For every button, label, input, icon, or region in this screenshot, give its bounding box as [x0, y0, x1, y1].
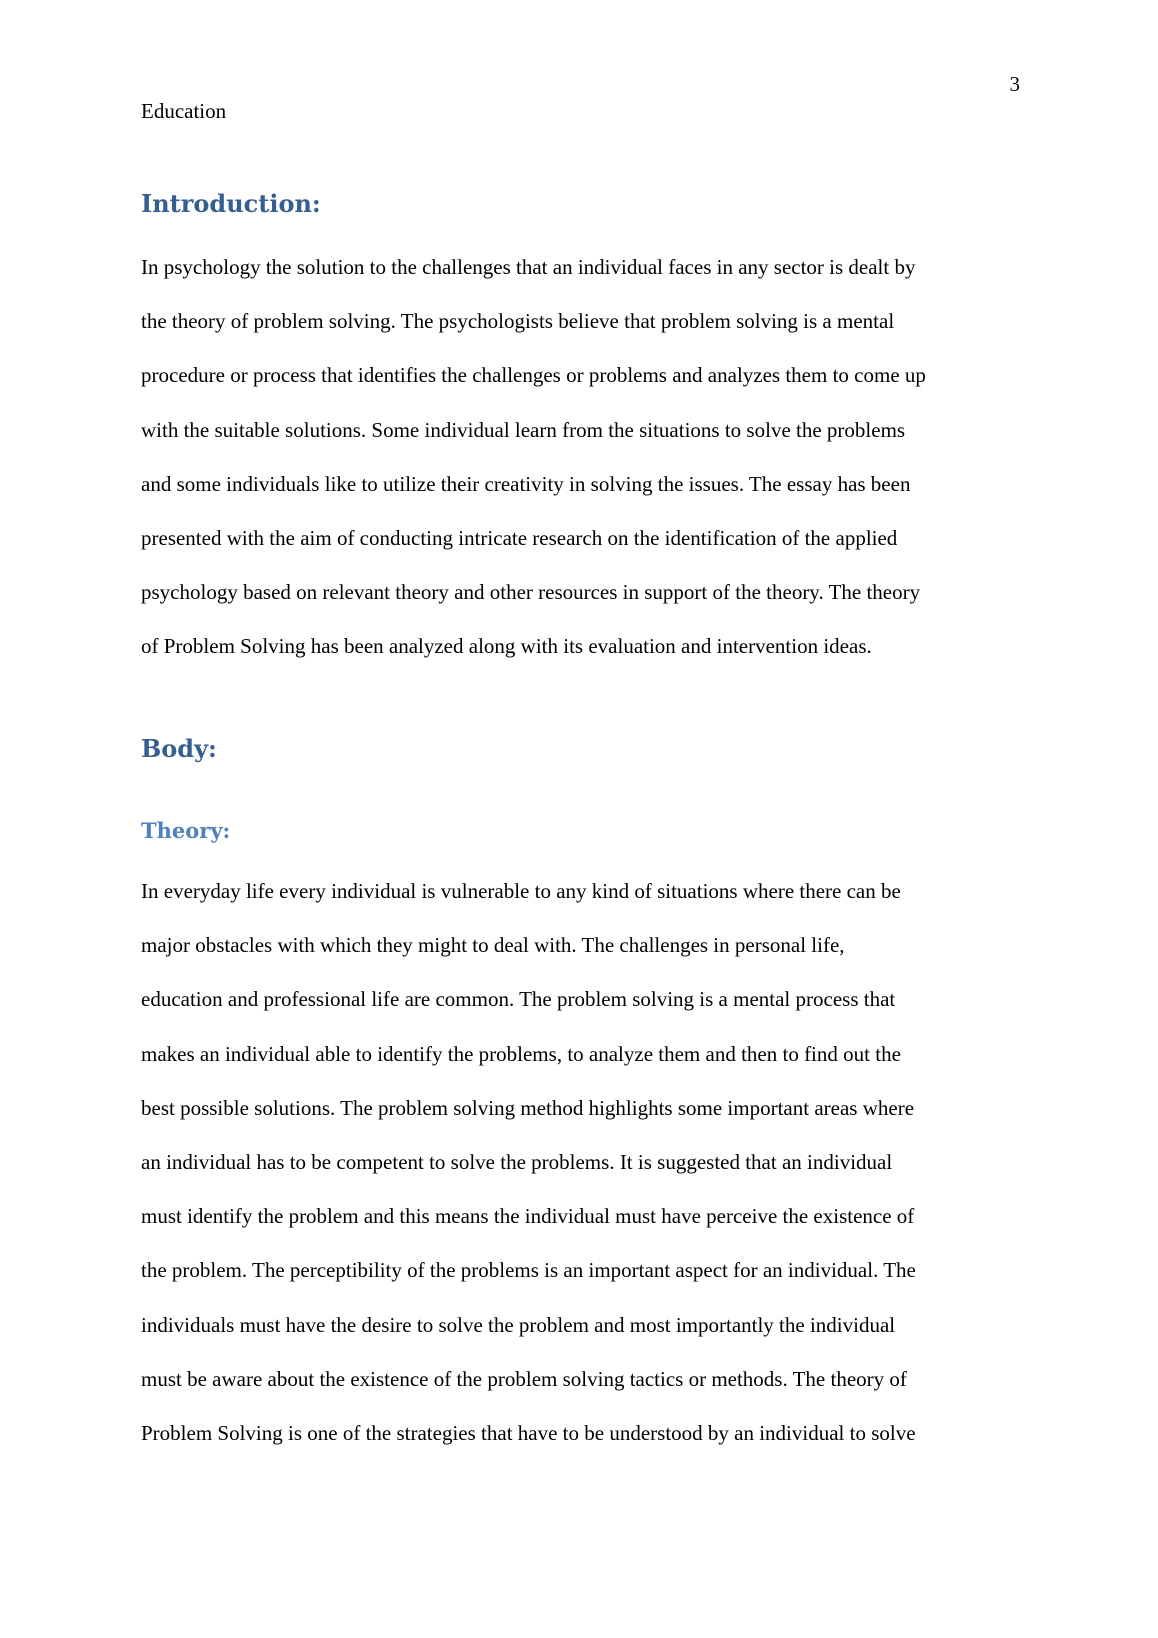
paragraph-line: In psychology the solution to the challenges that an individual faces in any sector is dealt by: [141, 255, 916, 279]
paragraph-line: major obstacles with which they might to deal with. The challenges in personal life,: [141, 933, 845, 958]
paragraph-line: the problem. The perceptibility of the problems is an important aspect for an individual. The: [141, 1258, 916, 1283]
body-heading: Body:: [141, 734, 217, 763]
paragraph-line: Problem Solving is one of the strategies that have to be understood by an individual to solve: [141, 1420, 916, 1445]
paragraph-line: presented with the aim of conducting intricate research on the identification of the applied: [141, 525, 898, 550]
running-head: Education: [141, 99, 227, 123]
paragraph-line: must identify the problem and this means the individual must have perceive the existence of: [141, 1204, 915, 1229]
paragraph-line: an individual has to be competent to solve the problems. It is suggested that an individual: [141, 1149, 893, 1174]
paragraph-line: psychology based on relevant theory and other resources in support of the theory. The theory: [141, 580, 921, 605]
paragraph-line: must be aware about the existence of the problem solving tactics or methods. The theory of: [141, 1366, 907, 1391]
paragraph-line: procedure or process that identifies the challenges or problems and analyzes them to come up: [141, 363, 926, 388]
paragraph-line: with the suitable solutions. Some individual learn from the situations to solve the problems: [141, 417, 906, 442]
paragraph-line: best possible solutions. The problem solving method highlights some important areas where: [141, 1095, 915, 1120]
paragraph-line: education and professional life are common. The problem solving is a mental process that: [141, 987, 896, 1012]
introduction-heading: Introduction:: [141, 189, 321, 218]
paragraph-line: and some individuals like to utilize their creativity in solving the issues. The essay has been: [141, 471, 911, 496]
paragraph-line: In everyday life every individual is vulnerable to any kind of situations where there can be: [141, 879, 901, 903]
paragraph-line: the theory of problem solving. The psychologists believe that problem solving is a mental: [141, 309, 895, 334]
paragraph-line: of Problem Solving has been analyzed along with its evaluation and intervention ideas.: [141, 634, 872, 659]
paragraph-line: makes an individual able to identify the problems, to analyze them and then to find out the: [141, 1041, 901, 1066]
paragraph-line: individuals must have the desire to solve the problem and most importantly the individual: [141, 1312, 896, 1337]
page-number: 3: [1009, 72, 1020, 96]
theory-heading: Theory:: [141, 818, 231, 843]
introduction-paragraph: [141, 255, 1041, 689]
theory-paragraph: [141, 879, 1041, 1475]
